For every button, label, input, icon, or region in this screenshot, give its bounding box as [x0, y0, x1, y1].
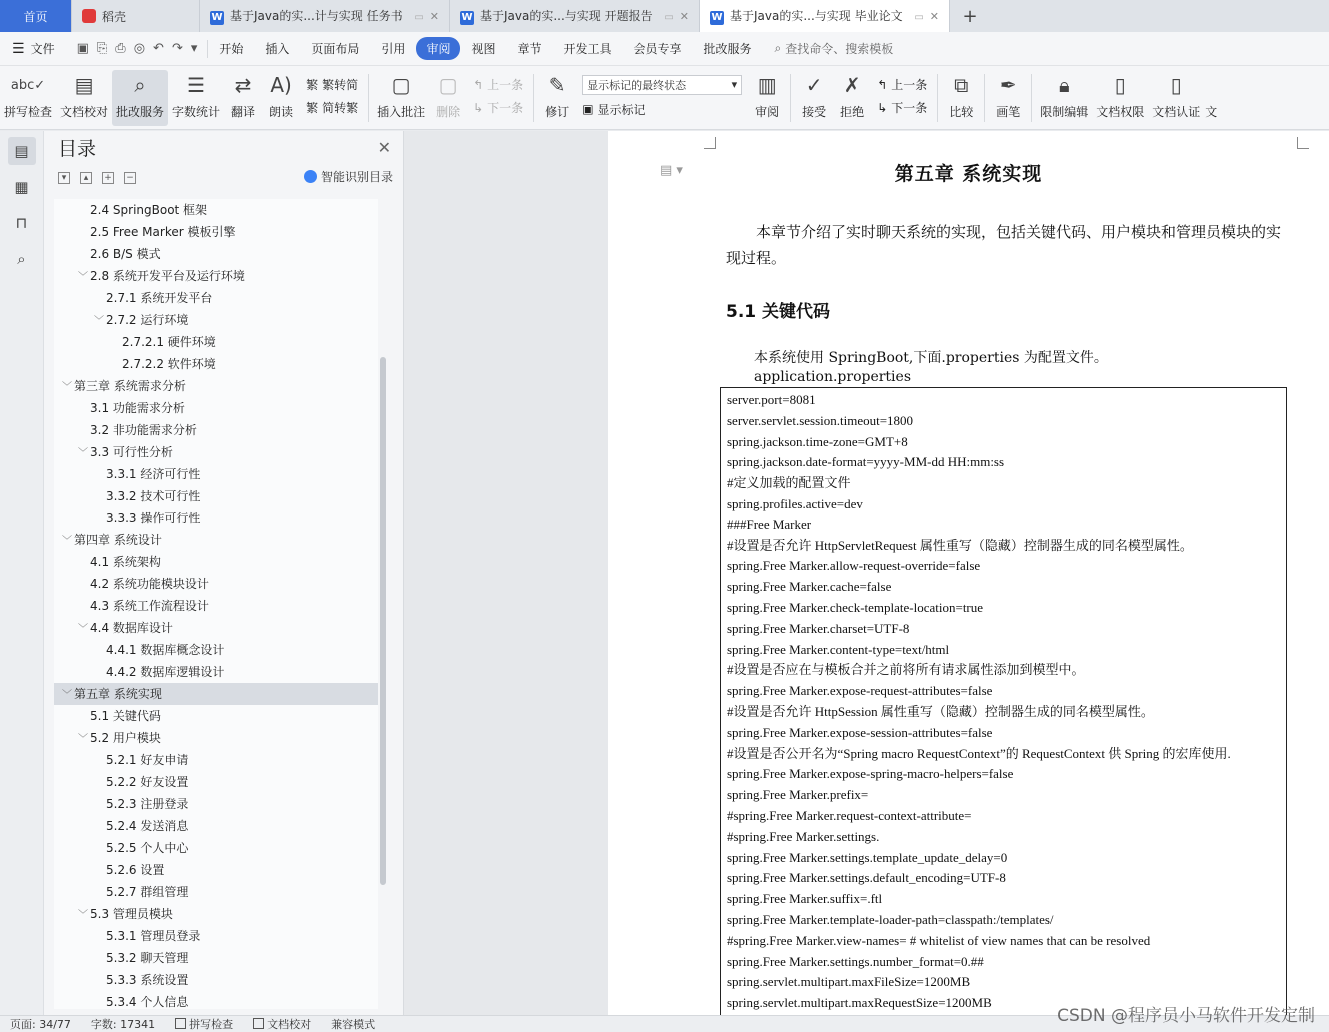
toc-item-label: 3.3.1 经济可行性 — [106, 467, 201, 481]
correct-service-icon: ⌕ — [134, 73, 146, 97]
toc-item-label: 5.3.1 管理员登录 — [106, 929, 201, 943]
menu-references[interactable]: 引用 — [381, 42, 406, 56]
ribbon-divider — [368, 74, 369, 122]
show-markup-button[interactable] — [582, 101, 742, 118]
toc-item[interactable] — [54, 815, 378, 837]
doc-rights-icon: ▯ — [1114, 73, 1126, 97]
convert-icon: 繁 — [306, 101, 319, 115]
hamburger-icon: ☰ — [12, 40, 25, 57]
config-filename: application.properties — [754, 369, 912, 385]
code-line: spring.Free Marker.expose-spring-macro-helpers=false — [727, 766, 1014, 782]
code-line: spring.Free Marker.charset=UTF-8 — [727, 620, 910, 636]
monitor-icon: ▭ — [664, 12, 674, 23]
toc-item-label: 4.4.1 数据库概念设计 — [106, 643, 225, 657]
translate-button[interactable] — [224, 70, 262, 126]
chevron-down-icon: ▾ — [731, 78, 738, 91]
toc-item[interactable] — [54, 441, 378, 463]
code-line: spring.Free Marker.template-loader-path=classpath:/templates/ — [727, 911, 1054, 927]
next-comment-button[interactable] — [473, 99, 523, 116]
chevron-down-icon[interactable]: ﹀ — [62, 690, 72, 701]
document-page — [608, 131, 1329, 1015]
comment-nav-group — [467, 70, 529, 122]
menu-correct-service[interactable]: 批改服务 — [703, 42, 752, 56]
toc-item[interactable] — [54, 221, 378, 243]
code-line: ###Free Marker — [727, 516, 812, 532]
word-count-label: 字数统计 — [172, 105, 221, 119]
review-pane-label: 审阅 — [755, 105, 780, 119]
toc-item-label: 2.8 系统开发平台及运行环境 — [90, 269, 245, 283]
lock-icon: 🔒︎ — [1058, 73, 1070, 97]
toc-item-label: 4.1 系统架构 — [90, 555, 161, 569]
doc-cert-label: 文档认证 — [1152, 105, 1201, 119]
expand-icon[interactable]: + — [102, 172, 114, 184]
toc-item[interactable] — [54, 969, 378, 991]
toc-item-label: 5.3.2 聊天管理 — [106, 951, 189, 965]
bookmark-icon[interactable]: ⊓ — [15, 214, 28, 232]
code-line: spring.servlet.multipart.maxRequestSize=1200MB — [727, 995, 992, 1011]
code-line: spring.Free Marker.expose-session-attributes=false — [727, 724, 993, 740]
toc-item[interactable] — [54, 639, 378, 661]
read-aloud-button[interactable] — [262, 70, 300, 126]
toc-item-label: 3.1 功能需求分析 — [90, 401, 185, 415]
toc-item[interactable] — [54, 573, 378, 595]
file-menu[interactable] — [0, 40, 67, 57]
insert-comment-button[interactable] — [373, 70, 429, 126]
toc-item[interactable] — [54, 397, 378, 419]
tab-proposal[interactable] — [450, 0, 700, 32]
comment-delete-icon: ▢ — [438, 73, 458, 97]
toc-item-label: 第四章 系统设计 — [74, 533, 162, 547]
doc-rights-label: 文档权限 — [1096, 105, 1145, 119]
delete-comment-label: 删除 — [436, 105, 461, 119]
code-line: spring.servlet.multipart.maxFileSize=1200MB — [727, 974, 971, 990]
tab-thesis-label: 基于Java的实...与实现 毕业论文 — [730, 9, 903, 23]
close-icon[interactable]: ✕ — [679, 10, 689, 23]
toc-item-label: 5.3.4 个人信息 — [106, 995, 189, 1009]
toc-item[interactable] — [54, 793, 378, 815]
chevron-down-icon[interactable]: ﹀ — [78, 734, 88, 745]
chevron-down-icon[interactable]: ﹀ — [78, 448, 88, 459]
compare-icon: ⧉ — [954, 73, 969, 97]
page-corner-mark — [704, 137, 716, 149]
toc-item[interactable] — [54, 551, 378, 573]
reject-label: 拒绝 — [840, 105, 865, 119]
code-line: spring.Free Marker.settings.template_update_delay=0 — [727, 849, 1008, 865]
page-indicator[interactable]: 页面: 34/77 — [10, 1018, 71, 1031]
toc-title: 目录 — [58, 137, 97, 160]
code-line: spring.Free Marker.expose-request-attributes=false — [727, 683, 993, 699]
doc-check-button[interactable] — [56, 70, 112, 126]
toc-item-label: 4.2 系统功能模块设计 — [90, 577, 209, 591]
compare-button[interactable] — [942, 70, 980, 126]
accept-button[interactable] — [795, 70, 833, 126]
monitor-icon: ▭ — [414, 12, 424, 23]
tab-task-book-label: 基于Java的实...计与实现 任务书 — [230, 9, 403, 23]
ribbon-divider — [984, 74, 985, 122]
doc-check-label: 文档校对 — [60, 105, 109, 119]
chevron-down-icon[interactable]: ﹀ — [62, 382, 72, 393]
customize-chevron-down-icon[interactable]: ▾ — [190, 41, 198, 56]
revise-label: 修订 — [545, 105, 570, 119]
prev-icon: ↰ — [877, 77, 888, 92]
undo-icon[interactable]: ↶ — [153, 41, 164, 56]
chapter-nav-icon[interactable]: ▦ — [14, 178, 29, 196]
reject-button[interactable] — [833, 70, 871, 126]
word-doc-icon: W — [711, 12, 723, 23]
toc-item[interactable] — [54, 859, 378, 881]
toc-item[interactable] — [54, 463, 378, 485]
read-aloud-label: 朗读 — [269, 105, 294, 119]
read-aloud-icon: A) — [270, 73, 292, 97]
review-pane-button[interactable] — [748, 70, 786, 126]
toc-item[interactable] — [54, 749, 378, 771]
toc-item-label: 5.2 用户模块 — [90, 731, 161, 745]
convert-icon: 繁 — [306, 78, 319, 92]
tab-thesis[interactable] — [700, 0, 950, 32]
collapse-icon[interactable]: − — [124, 172, 136, 184]
show-markup-label: 显示标记 — [597, 102, 646, 117]
code-block — [720, 387, 1287, 1015]
code-line: server.port=8081 — [727, 392, 816, 407]
toc-item-label: 5.2.6 设置 — [106, 863, 165, 877]
reject-icon: ✗ — [843, 73, 861, 97]
smart-toc-button[interactable] — [304, 168, 393, 185]
prev-icon: ↰ — [473, 77, 484, 92]
doc-check-icon: ▤ — [74, 73, 94, 97]
smart-toc-label: 智能识别目录 — [320, 169, 393, 184]
doc-rights-button[interactable] — [1092, 70, 1148, 126]
toc-item-label: 4.3 系统工作流程设计 — [90, 599, 209, 613]
new-tab-plus-icon[interactable]: + — [962, 5, 978, 27]
toc-item-label: 3.2 非功能需求分析 — [90, 423, 197, 437]
spell-check-button[interactable] — [0, 70, 56, 126]
toc-item[interactable] — [54, 837, 378, 859]
page-menu-icon[interactable]: ▤ ▾ — [660, 163, 683, 178]
toc-item[interactable] — [54, 309, 378, 331]
tab-bar — [0, 0, 1329, 32]
pen-label: 画笔 — [996, 105, 1021, 119]
menu-dev-tools[interactable]: 开发工具 — [563, 42, 612, 56]
ribbon-divider — [937, 74, 938, 122]
chevron-down-icon[interactable]: ﹀ — [94, 316, 104, 327]
compare-label: 比较 — [949, 105, 974, 119]
tab-proposal-label: 基于Java的实...与实现 开题报告 — [480, 9, 653, 23]
more-icon — [1204, 70, 1218, 100]
abc-check-icon: abc✓ — [10, 77, 46, 93]
insert-comment-label: 插入批注 — [377, 105, 426, 119]
toc-item[interactable] — [54, 771, 378, 793]
code-line: spring.Free Marker.settings.number_format=0.## — [727, 953, 984, 969]
tab-home-label: 首页 — [23, 9, 48, 24]
toc-item[interactable] — [54, 947, 378, 969]
toc-item[interactable] — [54, 287, 378, 309]
toc-item-label: 3.3.3 操作可行性 — [106, 511, 201, 525]
change-nav-group — [871, 70, 933, 122]
word-count-indicator[interactable]: 字数: 17341 — [90, 1018, 156, 1031]
toc-item-label: 2.7.1 系统开发平台 — [106, 291, 213, 305]
toc-item-label: 4.4 数据库设计 — [90, 621, 173, 635]
toc-item-label: 4.4.2 数据库逻辑设计 — [106, 665, 225, 679]
chevron-down-icon[interactable]: ﹀ — [78, 910, 88, 921]
toc-item[interactable] — [54, 265, 378, 287]
code-line: #设置是否应在与模板合并之前将所有请求属性添加到模型中。 — [727, 662, 1085, 678]
config-intro-line: 本系统使用 SpringBoot,下面.properties 为配置文件。 — [754, 350, 1108, 366]
toc-item[interactable] — [54, 705, 378, 727]
toc-item[interactable] — [54, 199, 378, 221]
menu-review[interactable]: 审阅 — [416, 37, 460, 60]
tab-home[interactable] — [0, 0, 72, 32]
menu-insert[interactable]: 插入 — [265, 42, 290, 56]
code-line: spring.profiles.active=dev — [727, 495, 863, 511]
revise-icon: ✎ — [548, 73, 566, 97]
toc-item-label: 2.5 Free Marker 模板引擎 — [90, 225, 236, 239]
nav-icon-strip — [0, 131, 44, 1015]
close-icon[interactable]: ✕ — [377, 137, 391, 157]
prev-comment-button[interactable] — [473, 76, 523, 93]
close-icon[interactable]: ✕ — [429, 10, 439, 23]
code-line: #spring.Free Marker.request-context-attribute= — [727, 807, 972, 823]
code-line: spring.jackson.time-zone=GMT+8 — [727, 433, 908, 449]
toc-item[interactable] — [54, 243, 378, 265]
section-heading: 5.1 关键代码 — [726, 302, 831, 322]
ribbon-divider — [533, 74, 534, 122]
prev-comment-label: 上一条 — [487, 78, 524, 92]
prev-change-label: 上一条 — [891, 78, 928, 92]
toc-item[interactable] — [54, 991, 378, 1009]
toc-item[interactable] — [54, 661, 378, 683]
code-line: spring.Free Marker.suffix=.ftl — [727, 891, 883, 907]
toc-item-label: 3.3.2 技术可行性 — [106, 489, 201, 503]
code-line: server.servlet.session.timeout=1800 — [727, 412, 914, 428]
show-markup-icon: ▣ — [582, 102, 594, 116]
correct-service-button[interactable] — [112, 70, 168, 126]
print-icon[interactable]: ⎙ — [115, 41, 126, 56]
code-line: spring.Free Marker.allow-request-override=false — [727, 558, 981, 574]
code-line: #定义加载的配置文件 — [727, 475, 851, 491]
menu-page-layout[interactable]: 页面布局 — [311, 42, 360, 56]
restrict-edit-button[interactable] — [1036, 70, 1092, 126]
file-menu-label: 文件 — [30, 42, 55, 56]
toc-item-label: 第三章 系统需求分析 — [74, 379, 186, 393]
code-line: spring.jackson.date-format=yyyy-MM-dd HH:mm:ss — [727, 454, 1005, 470]
spell-check-toggle[interactable]: 拼写检查 — [165, 1016, 243, 1032]
markup-group — [576, 70, 748, 122]
print-preview-icon[interactable]: ◎ — [133, 41, 146, 56]
code-line: #spring.Free Marker.settings. — [727, 828, 880, 844]
next-change-label: 下一条 — [891, 101, 928, 115]
toc-scrollbar[interactable] — [380, 357, 386, 885]
comment-plus-icon: ▢ — [391, 73, 411, 97]
toc-item-label: 2.7.2.1 硬件环境 — [122, 335, 216, 349]
tab-daoke[interactable] — [72, 0, 200, 32]
daoke-icon — [82, 9, 96, 23]
toc-item-label: 2.7.2 运行环境 — [106, 313, 189, 327]
to-traditional-button[interactable] — [306, 76, 358, 93]
code-line: spring.Free Marker.settings.default_encoding=UTF-8 — [727, 870, 1006, 886]
prev-change-button[interactable] — [877, 76, 927, 93]
pen-button[interactable] — [989, 70, 1027, 126]
redo-icon[interactable]: ↷ — [171, 41, 183, 56]
quick-access-toolbar — [67, 40, 209, 58]
toc-item-label: 5.2.1 好友申请 — [106, 753, 189, 767]
to-traditional-label: 繁转简 — [322, 78, 359, 92]
toc-item[interactable] — [54, 595, 378, 617]
toc-item-label: 5.3 管理员模块 — [90, 907, 173, 921]
toc-item-label: 5.2.2 好友设置 — [106, 775, 189, 789]
next-comment-label: 下一条 — [487, 101, 524, 115]
toc-item[interactable] — [54, 507, 378, 529]
toc-item-label: 3.3 可行性分析 — [90, 445, 173, 459]
toc-item[interactable] — [54, 331, 378, 353]
review-ribbon — [0, 66, 1329, 130]
collapse-all-icon[interactable]: ▴ — [80, 172, 92, 184]
toc-item-label: 5.2.4 发送消息 — [106, 819, 189, 833]
more-button[interactable] — [1204, 70, 1218, 126]
toc-item-label: 5.2.7 群组管理 — [106, 885, 189, 899]
to-simplified-label: 简转繁 — [322, 101, 359, 115]
toc-item-label: 5.1 关键代码 — [90, 709, 161, 723]
chinese-convert-group — [300, 70, 364, 122]
save-icon[interactable]: ▣ — [76, 41, 89, 56]
menu-sections[interactable]: 章节 — [517, 42, 542, 56]
toc-item[interactable] — [54, 419, 378, 441]
toc-item[interactable] — [54, 353, 378, 375]
markup-state-select[interactable] — [582, 75, 742, 95]
export-pdf-icon[interactable]: ⎘ — [96, 41, 108, 56]
restrict-edit-label: 限制编辑 — [1040, 105, 1089, 119]
accept-icon: ✓ — [805, 73, 823, 97]
next-change-button[interactable] — [877, 99, 927, 116]
search-icon: ⌕ — [774, 41, 782, 55]
word-count-button[interactable] — [168, 70, 224, 126]
markup-state-value: 显示标记的最终状态 — [587, 78, 687, 92]
doc-check-toggle[interactable]: 文档校对 — [243, 1016, 321, 1032]
code-line: spring.Free Marker.content-type=text/html — [727, 641, 950, 657]
code-line: spring.Free Marker.cache=false — [727, 579, 892, 595]
code-line: #spring.Free Marker.view-names= # whitelist of view names that can be resolved — [727, 932, 1151, 948]
pen-icon: ✒ — [999, 73, 1017, 97]
monitor-icon: ▭ — [914, 12, 924, 23]
next-icon: ↳ — [877, 100, 888, 115]
word-doc-icon: W — [211, 12, 223, 23]
smart-toc-icon — [304, 170, 317, 183]
word-doc-icon: W — [461, 12, 473, 23]
revise-button[interactable] — [538, 70, 576, 126]
command-search-placeholder: 查找命令、搜索模板 — [785, 42, 894, 56]
menu-member[interactable]: 会员专享 — [633, 42, 682, 56]
toc-item[interactable] — [54, 617, 378, 639]
correct-service-label: 批改服务 — [116, 105, 165, 119]
code-line: #设置是否公开名为“Spring macro RequestContext”的 RequestContext 供 Spring 的宏库使用. — [727, 745, 1231, 761]
toc-panel-icon[interactable]: ▤ — [8, 137, 36, 165]
toc-item-label: 2.4 SpringBoot 框架 — [90, 203, 208, 217]
toc-item[interactable] — [54, 903, 378, 925]
toc-item-label: 5.3.3 系统设置 — [106, 973, 189, 987]
document-area — [404, 131, 1329, 1015]
menu-bar — [0, 32, 1329, 66]
close-icon[interactable]: ✕ — [929, 10, 939, 23]
tab-daoke-label: 稻壳 — [102, 9, 127, 24]
to-simplified-button[interactable] — [306, 99, 358, 116]
ribbon-divider — [790, 74, 791, 122]
toc-item-label: 第五章 系统实现 — [74, 687, 162, 701]
menu-start[interactable]: 开始 — [219, 42, 244, 56]
toc-panel — [44, 131, 404, 1015]
doc-cert-button[interactable] — [1148, 70, 1204, 126]
code-line: #设置是否允许 HttpSession 属性重写（隐藏）控制器生成的同名模型属性。 — [727, 703, 1154, 719]
code-line: #设置是否允许 HttpServletRequest 属性重写（隐藏）控制器生成的同名模型属性。 — [727, 537, 1193, 553]
accept-label: 接受 — [802, 105, 827, 119]
chevron-down-icon[interactable]: ﹀ — [78, 624, 88, 635]
expand-all-icon[interactable]: ▾ — [58, 172, 70, 184]
compat-mode-label: 兼容模式 — [331, 1018, 376, 1031]
translate-label: 翻译 — [231, 105, 256, 119]
toc-item[interactable] — [54, 727, 378, 749]
chevron-down-icon[interactable]: ﹀ — [78, 272, 88, 283]
menu-view[interactable]: 视图 — [471, 42, 496, 56]
review-pane-icon: ▥ — [757, 73, 777, 97]
watermark: CSDN @程序员小马软件开发定制 — [1057, 1006, 1315, 1026]
delete-comment-button[interactable] — [429, 70, 467, 126]
spell-check-label: 拼写检查 — [4, 105, 53, 119]
page-corner-mark — [1297, 137, 1309, 149]
toc-item[interactable] — [54, 485, 378, 507]
chevron-down-icon[interactable]: ﹀ — [62, 536, 72, 547]
word-count-icon: ☰ — [187, 73, 206, 97]
toc-item-label: 2.6 B/S 模式 — [90, 247, 161, 261]
toc-list — [54, 199, 378, 1009]
next-icon: ↳ — [473, 100, 484, 115]
toc-item[interactable] — [54, 683, 378, 705]
intro-paragraph: 本章节介绍了实时聊天系统的实现，包括关键代码、用户模块和管理员模块的实现过程。 — [726, 223, 1282, 267]
more-label: 文 — [1205, 105, 1218, 119]
toc-item[interactable] — [54, 925, 378, 947]
translate-icon: ⇄ — [234, 73, 252, 97]
toc-item[interactable] — [54, 375, 378, 397]
toc-item[interactable] — [54, 881, 378, 903]
toc-item[interactable] — [54, 529, 378, 551]
ribbon-divider — [1031, 74, 1032, 122]
code-line: spring.Free Marker.prefix= — [727, 787, 869, 803]
toc-item-label: 5.2.3 注册登录 — [106, 797, 189, 811]
toc-item-label: 2.7.2.2 软件环境 — [122, 357, 216, 371]
tab-task-book[interactable] — [200, 0, 450, 32]
chapter-heading: 第五章 系统实现 — [894, 163, 1043, 185]
search-icon[interactable]: ⌕ — [17, 250, 26, 268]
command-search[interactable] — [775, 40, 894, 57]
doc-cert-icon: ▯ — [1170, 73, 1182, 97]
code-line: spring.Free Marker.check-template-location=true — [727, 599, 984, 615]
toc-item-label: 5.2.5 个人中心 — [106, 841, 189, 855]
